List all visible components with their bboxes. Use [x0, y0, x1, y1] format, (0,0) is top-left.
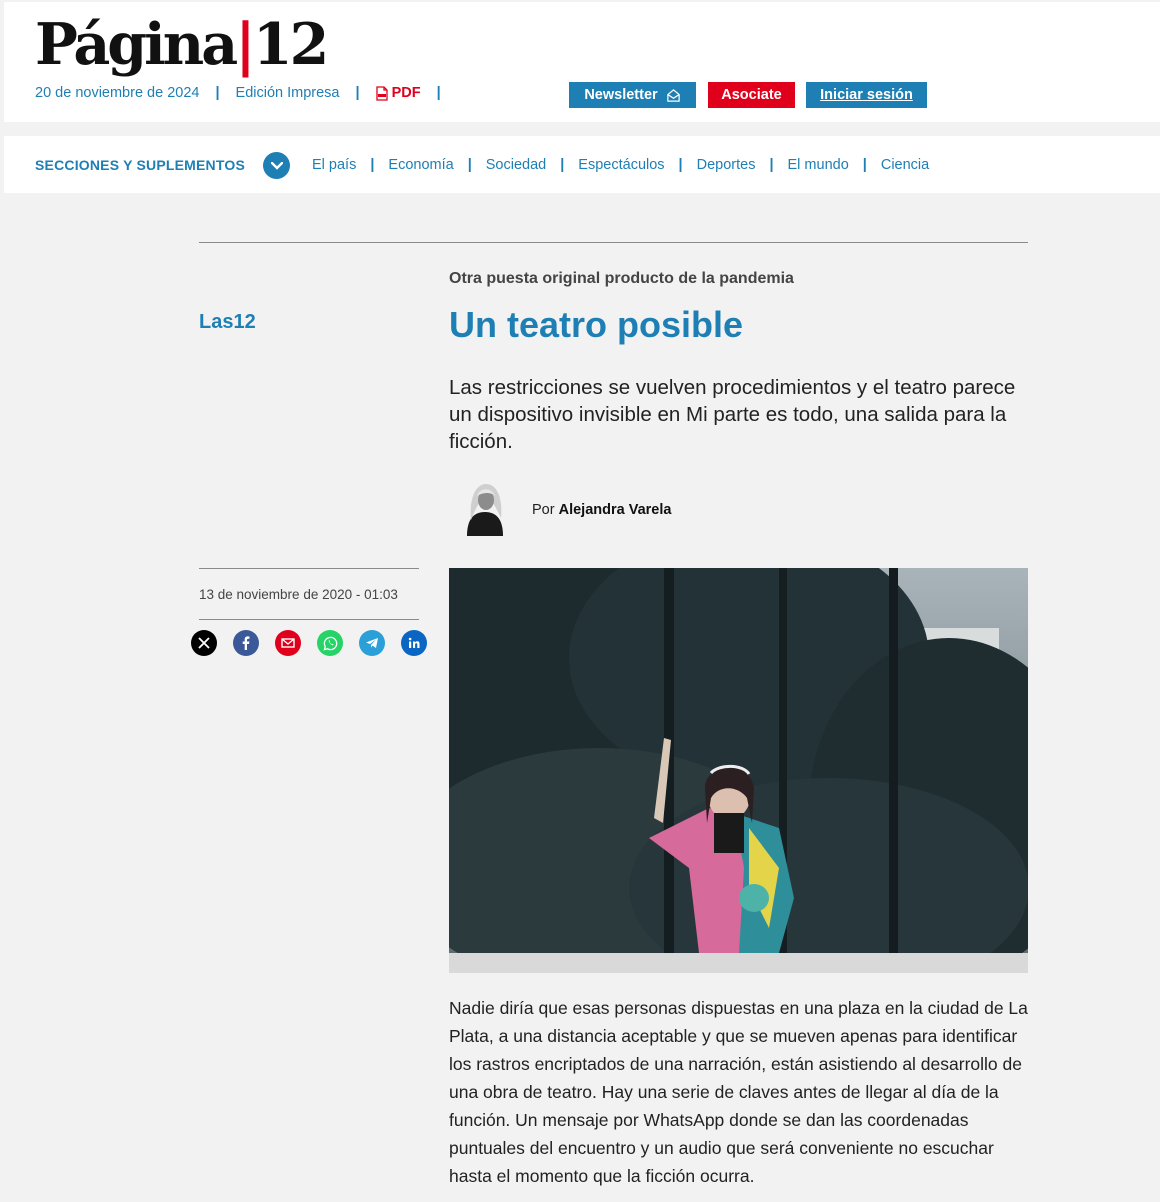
share-buttons: [191, 630, 443, 656]
article-photo[interactable]: [449, 568, 1028, 953]
pdf-icon: [376, 86, 388, 101]
sections-nav: [4, 136, 1160, 193]
newsletter-label: Newsletter: [584, 87, 658, 103]
nav-item-sociedad[interactable]: Sociedad: [485, 157, 547, 173]
envelope-icon: [666, 88, 681, 103]
pdf-link[interactable]: [376, 85, 421, 101]
article-body: Nadie diría que esas personas dispuestas en una plaza en la ciudad de La Plata, a una distancia aceptable y que se mueven apenas para identificar los rastros encriptados de una narración, están asistiendo al desarrollo de una obra de teatro. Hay una serie de claves antes de llegar al día de la función. Un mensaje por WhatsApp donde se dan las coordenadas puntuales del encuentro y un audio que será conveniente no escuchar hasta el momento que la ficción ocurra.: [449, 998, 1028, 1186]
nav-item-el-pais[interactable]: El país: [312, 157, 357, 173]
article-kicker: Otra puesta original producto de la pandemia: [449, 270, 794, 287]
author-avatar[interactable]: [457, 480, 513, 536]
separator: |: [436, 85, 441, 101]
article-lead: Las restricciones se vuelven procedimientos y el teatro parece un dispositivo invisible en Mi parte es todo, una salida para la ficción.: [449, 376, 1016, 453]
separator: |: [678, 157, 683, 173]
edicion-impresa-link[interactable]: Edición Impresa: [235, 85, 340, 101]
separator: |: [560, 157, 565, 173]
share-linkedin-button[interactable]: [401, 630, 427, 656]
logo-number: 12: [252, 11, 327, 78]
by-prefix: Por: [532, 502, 555, 518]
pdf-label: PDF: [391, 85, 421, 101]
publish-date: 13 de noviembre de 2020 - 01:03: [199, 587, 398, 602]
sections-title[interactable]: SECCIONES Y SUPLEMENTOS: [35, 156, 245, 173]
share-facebook-button[interactable]: [233, 630, 259, 656]
share-x-button[interactable]: [191, 630, 217, 656]
linkedin-icon: [408, 637, 420, 649]
separator: |: [355, 85, 360, 101]
divider: [199, 568, 419, 569]
photo-caption-bar: [449, 953, 1028, 973]
divider: [199, 242, 1028, 243]
separator: |: [370, 157, 375, 173]
nav-item-espectaculos[interactable]: Espectáculos: [578, 157, 665, 173]
current-date: 20 de noviembre de 2024: [35, 85, 200, 101]
nav-item-deportes[interactable]: Deportes: [696, 157, 756, 173]
separator: |: [862, 157, 867, 173]
chevron-down-icon: [271, 162, 283, 170]
author-name[interactable]: Alejandra Varela: [558, 502, 672, 518]
nav-item-ciencia[interactable]: Ciencia: [880, 157, 930, 173]
nav-item-el-mundo[interactable]: El mundo: [787, 157, 849, 173]
divider: [199, 619, 419, 620]
dateline: [35, 85, 457, 101]
site-logo[interactable]: [35, 11, 327, 78]
newsletter-button[interactable]: [569, 82, 696, 108]
email-icon: [281, 638, 295, 648]
section-tag-las12[interactable]: Las12: [199, 311, 256, 333]
sections-toggle-button[interactable]: [263, 152, 290, 179]
separator: |: [467, 157, 472, 173]
separator: |: [215, 85, 220, 101]
telegram-icon: [365, 637, 379, 649]
article-title: Un teatro posible: [449, 304, 744, 345]
site-header: [4, 2, 1160, 122]
facebook-icon: [242, 636, 250, 650]
asociate-button[interactable]: Asociate: [708, 82, 795, 108]
separator: |: [769, 157, 774, 173]
share-telegram-button[interactable]: [359, 630, 385, 656]
logo-bar: |: [235, 11, 253, 78]
whatsapp-icon: [323, 636, 338, 651]
x-icon: [198, 637, 210, 649]
login-button[interactable]: Iniciar sesión: [806, 82, 927, 108]
section-links: [312, 157, 929, 173]
logo-text: Página: [35, 11, 236, 78]
share-whatsapp-button[interactable]: [317, 630, 343, 656]
share-email-button[interactable]: [275, 630, 301, 656]
nav-item-economia[interactable]: Economía: [388, 157, 454, 173]
byline: [532, 502, 671, 518]
